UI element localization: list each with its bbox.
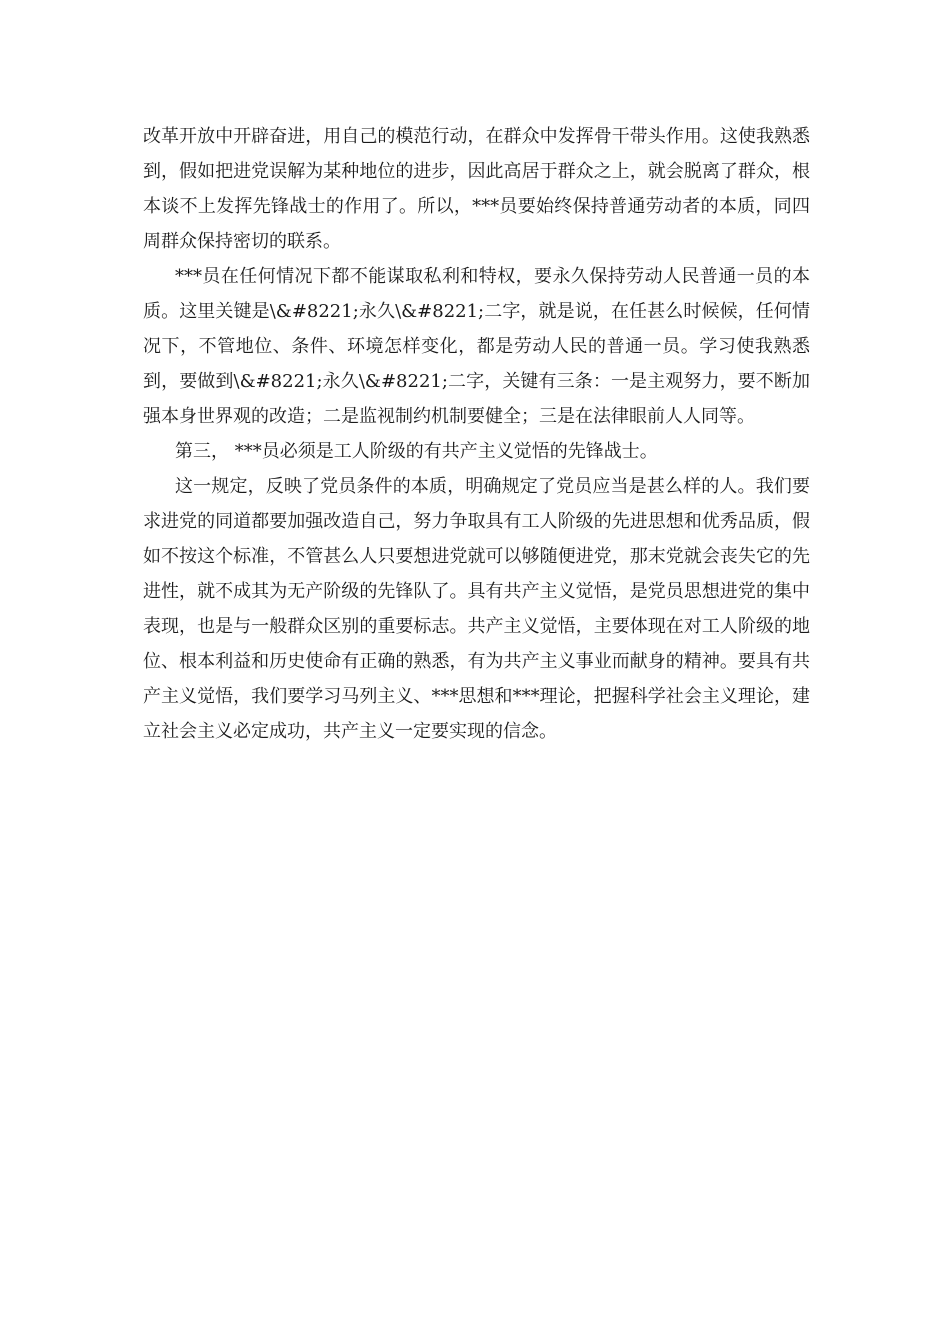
paragraph-1: 改革开放中开辟奋进，用自己的模范行动，在群众中发挥骨干带头作用。这使我熟悉到，假如把进党误解为某种地位的进步，因此高居于群众之上，就会脱离了群众，根本谈不上发挥先锋战士的作用了。所以，***员要始终保持普通劳动者的本质，同四周群众保持密切的联系。 (143, 126, 810, 252)
paragraph-2: ***员在任何情况下都不能谋取私利和特权，要永久保持劳动人民普通一员的本质。这里关键是\&#8221;永久\&#8221;二字，就是说，在任甚么时候候，任何情况下，不管地位、条件、环境怎样变化，都是劳动人民的普通一员。学习使我熟悉到，要做到\&#8221;永久\&#8221;二字，关键有三条：一是主观努力，要不断加强本身世界观的改造；二是监视制约机制要健全；三是在法律眼前人人同等。 (143, 266, 810, 427)
document-body (143, 119, 810, 749)
paragraph-4: 这一规定，反映了党员条件的本质，明确规定了党员应当是甚么样的人。我们要求进党的同道都要加强改造自己，努力争取具有工人阶级的先进思想和优秀品质，假如不按这个标准，不管甚么人只要想进党就可以够随便进党，那末党就会丧失它的先进性，就不成其为无产阶级的先锋队了。具有共产主义觉悟，是党员思想进党的集中表现，也是与一般群众区别的重要标志。共产主义觉悟，主要体现在对工人阶级的地位、根本利益和历史使命有正确的熟悉，有为共产主义事业而献身的精神。要具有共产主义觉悟，我们要学习马列主义、***思想和***理论，把握科学社会主义理论，建立社会主义必定成功，共产主义一定要实现的信念。 (143, 476, 810, 742)
paragraph-3: 第三， ***员必须是工人阶级的有共产主义觉悟的先锋战士。 (175, 441, 658, 462)
